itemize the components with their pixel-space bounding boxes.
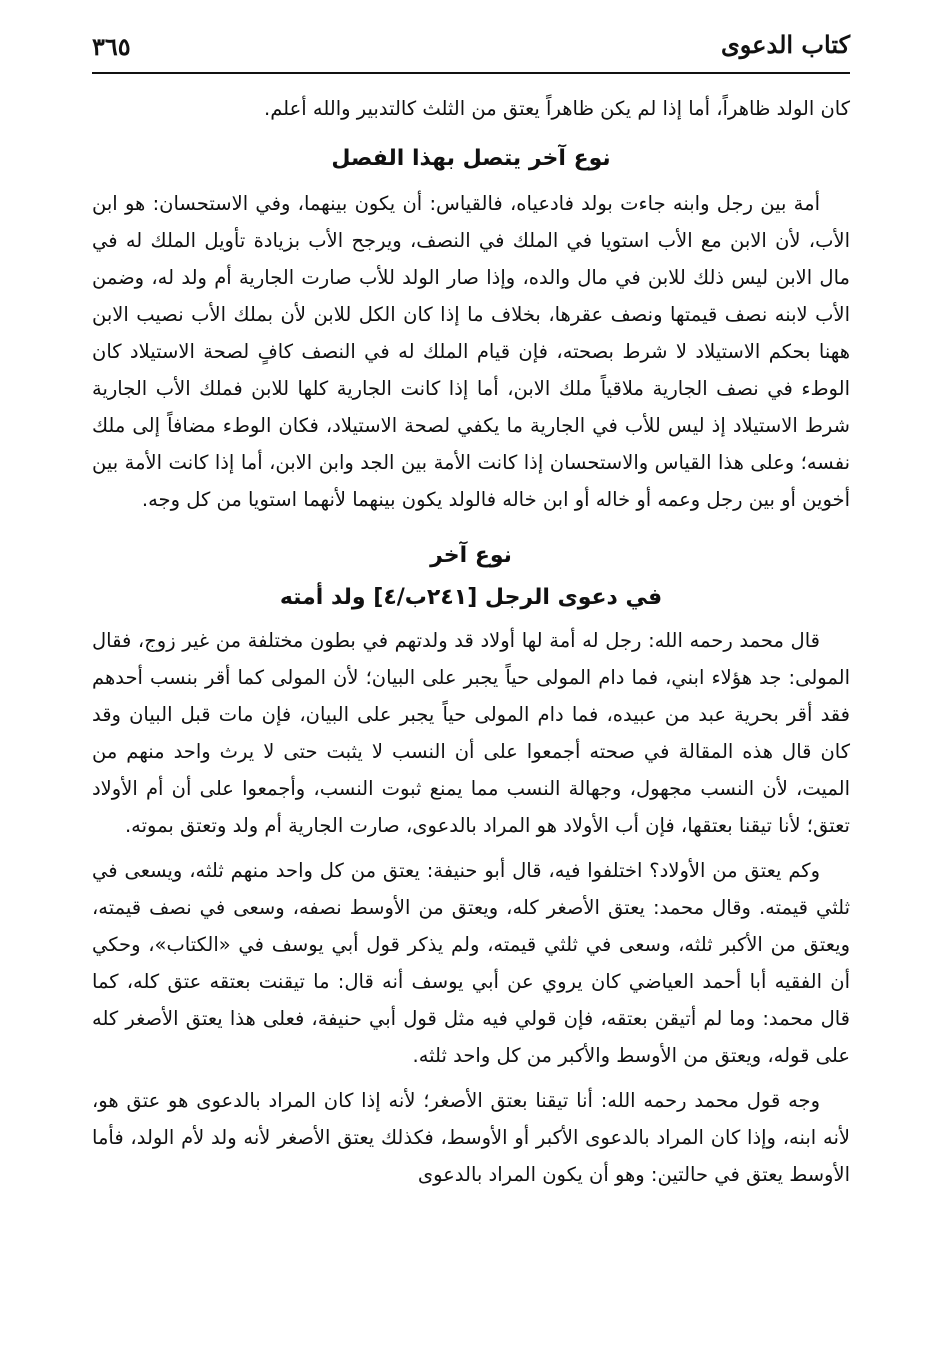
- section-paragraph: وجه قول محمد رحمه الله: أنا تيقنا بعتق الأصغر؛ لأنه إذا كان المراد بالدعوى هو عتق هو، لأنه ابنه، وإذا كان المراد بالدعوى الأكبر أو الأوسط، فكذلك يعتق الأصغر لأنه ولد لأم الولد، فأما الأوسط يعتق في حالتين: وهو أن يكون المراد بالدعوى: [92, 1089, 850, 1186]
- continuation-paragraph: كان الولد ظاهراً، أما إذا لم يكن ظاهراً يعتق من الثلث كالتدبير والله أعلم.: [264, 97, 850, 120]
- section-heading-title: نوع آخر: [430, 543, 512, 568]
- running-title: كتاب الدعوى: [720, 30, 850, 59]
- page-number: ٣٦٥: [92, 32, 131, 61]
- section-heading: نوع آخر يتصل بهذا الفصل: [331, 146, 611, 171]
- header-rule: [92, 72, 850, 74]
- section-paragraph: وكم يعتق من الأولاد؟ اختلفوا فيه، قال أبو حنيفة: يعتق من كل واحد منهم ثلثه، ويسعى في ثلثي قيمته. وقال محمد: يعتق الأصغر كله، ويعتق من الأوسط نصفه، وسعى في نصف قيمته، ويعتق من الأكبر ثلثه، وسعى في ثلثي قيمته، ولم يذكر قول أبي يوسف في «الكتاب»، وحكي أن الفقيه أبا أحمد العياضي كان يروي عن أبي يوسف أنه قال: ما تيقنت بعتقه عتق كله، كما قال محمد: وما لم أتيقن بعتقه، فإن قولي فيه مثل قول أبي حنيفة، فعلى هذا يعتق الأصغر كله على قوله، ويعتق من الأوسط والأكبر من كل واحد ثلثه.: [92, 859, 850, 1067]
- page-header: [92, 30, 850, 70]
- section-heading-subtitle: في دعوى الرجل [٢٤١ب/٤] ولد أمته: [279, 585, 663, 610]
- section-paragraph: أمة بين رجل وابنه جاءت بولد فادعياه، فالقياس: أن يكون بينهما، وفي الاستحسان: هو ابن الأب، لأن الابن مع الأب استويا في الملك في النصف، ويرجح الأب بزيادة تأويل الملك له في مال الابن ليس ذلك للابن في مال والده، وإذا صار الولد للأب صارت الجارية أم ولد له، وضمن الأب لابنه نصف قيمتها ونصف عقرها، بخلاف ما إذا كان الكل للابن لأن بملك الأب نصيب الابن ههنا بحكم الاستيلاد لا شرط بصحته، فإن قيام الملك له في النصف كافٍ لصحة الاستيلاد كان الوطء في نصف الجارية ملاقياً ملك الابن، أما إذا كانت الجارية كلها للابن فملك الأب الجارية شرط الاستيلاد إذ ليس للأب في الجارية ما يكفي لصحة الاستيلاد، فكان الوطء مضافاً إلى ملك نفسه؛ وعلى هذا القياس والاستحسان إذا كانت الأمة بين الجد وابن الابن، أما إذا كانت الأمة بين أخوين أو بين رجل وعمه أو خاله أو ابن خاله فالولد يكون بينهما لأنهما استويا من كل وجه.: [92, 192, 850, 511]
- section-paragraph: قال محمد رحمه الله: رجل له أمة لها أولاد قد ولدتهم في بطون مختلفة من غير زوج، فقال المولى: جد هؤلاء ابني، فما دام المولى حياً يجبر على البيان؛ لأن المولى كما أقر بنسب أحدهم فقد أقر بحرية عبد من عبيده، فما دام المولى حياً يجبر على البيان، فإن مات قبل البيان وقد كان قال هذه المقالة في صحته أجمعوا على أن النسب لا يثبت حتى لا يرث واحد منهم من الميت، لأن النسب مجهول، وجهالة النسب مما يمنع ثبوت النسب، وأجمعوا على أن أم الأولاد تعتق؛ لأنا تيقنا بعتقها، فإن أب الأولاد هو المراد بالدعوى، صارت الجارية أم ولد وتعتق بموته.: [92, 629, 850, 837]
- spacer: [92, 526, 850, 538]
- page-content: [92, 90, 850, 1193]
